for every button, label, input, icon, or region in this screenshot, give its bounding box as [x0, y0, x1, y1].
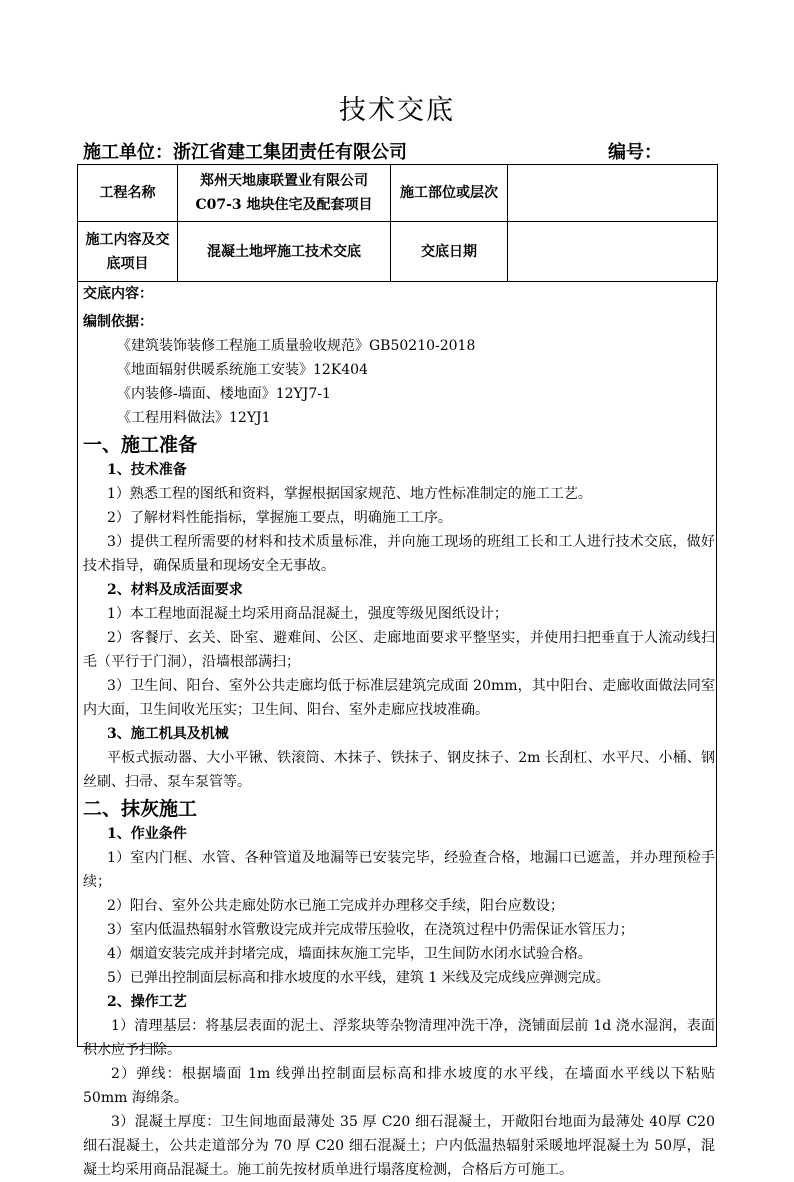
location-label: 施工部位或层次: [391, 165, 508, 222]
content-label-line1: 施工内容及交: [85, 231, 170, 248]
content-value: 混凝土地坪施工技术交底: [178, 222, 391, 282]
header-row: [83, 138, 718, 164]
project-name-label: 工程名称: [78, 165, 178, 222]
date-value: [508, 222, 718, 282]
disclosure-content: [83, 282, 715, 1182]
project-name-line1: 郑州天地康联置业有限公司: [200, 173, 368, 189]
subsection-heading: 2、操作工艺: [107, 994, 187, 1010]
reference-item: 《工程用料做法》12YJ1: [117, 410, 271, 426]
reference-item: 《内装修-墙面、楼地面》12YJ7-1: [117, 386, 331, 402]
list-item: 3）室内低温热辐射水管敷设完成并完成带压验收，在浇筑过程中仍需保证水管压力；: [107, 922, 634, 938]
info-table: [77, 164, 718, 282]
subsection-heading: 3、施工机具及机械: [107, 726, 229, 742]
list-item: 2）客餐厅、玄关、卧室、避难间、公区、走廊地面要求平整坚实，并使用扫把垂直于人流动线扫毛（平行于门洞），沿墙根部满扫；: [83, 630, 715, 670]
construction-unit: 施工单位：浙江省建工集团责任有限公司: [83, 142, 407, 163]
basis-heading: 编制依据：: [83, 314, 153, 330]
date-label: 交底日期: [391, 222, 508, 282]
project-name-line2: C07-3 地块住宅及配套项目: [195, 197, 373, 213]
list-item: 3）混凝土厚度：卫生间地面最薄处 35 厚 C20 细石混凝土，开敞阳台地面为最薄处 40厚 C20 细石混凝土，公共走道部分为 70 厚 C20 细石混凝土；户内低温热辐射采暖地坪混凝土为 50厚，混凝土均采用商品混凝土。施工前先按材质单进行塌落度检测，合格后方可施工。: [83, 1114, 715, 1178]
content-label-line2: 底项目: [106, 255, 149, 272]
subsection-heading: 1、技术准备: [107, 462, 187, 478]
tools-text: 平板式振动器、大小平锹、铁滚筒、木抹子、铁抹子、钢皮抹子、2m 长刮杠、水平尺、小桶、钢丝刷、扫帚、泵车泵管等。: [83, 750, 715, 790]
list-item: 1）本工程地面混凝土均采用商品混凝土，强度等级见图纸设计；: [107, 606, 508, 622]
table-row: [78, 222, 718, 282]
table-row: [78, 165, 718, 222]
section-heading-prep: 一、施工准备: [83, 434, 198, 456]
list-item: 4）烟道安装完成并封堵完成，墙面抹灰施工完毕，卫生间防水闭水试验合格。: [107, 946, 592, 962]
document-title: 技术交底: [339, 95, 455, 126]
project-name-value: [178, 165, 391, 222]
content-label: [78, 222, 178, 282]
list-item: 2）了解材料性能指标，掌握施工要点，明确施工工序。: [107, 510, 452, 526]
subsection-heading: 1、作业条件: [107, 826, 187, 842]
number-label: 编号：: [608, 142, 662, 163]
content-heading: 交底内容：: [83, 286, 153, 302]
reference-item: 《建筑装饰装修工程施工质量验收规范》GB50210-2018: [117, 338, 476, 354]
location-value: [508, 165, 718, 222]
list-item: 3）提供工程所需要的材料和技术质量标准，并向施工现场的班组工长和工人进行技术交底，做好技术指导，确保质量和现场安全无事故。: [83, 534, 715, 574]
list-item: 2）阳台、室外公共走廊处防水已施工完成并办理移交手续，阳台应数设；: [107, 898, 564, 914]
subsection-heading: 2、材料及成活面要求: [107, 582, 243, 598]
section-heading-plaster: 二、抹灰施工: [83, 798, 198, 820]
list-item: 1）熟悉工程的图纸和资料，掌握根据国家规范、地方性标准制定的施工工艺。: [107, 486, 592, 502]
list-item: 5）已弹出控制面层标高和排水坡度的水平线，建筑 1 米线及完成线应弹测完成。: [107, 970, 610, 986]
list-item: 1）清理基层：将基层表面的泥土、浮浆块等杂物清理冲洗干净，浇铺面层前 1d 浇水湿润，表面积水应予扫除。: [83, 1018, 715, 1058]
list-item: 1）室内门框、水管、各种管道及地漏等已安装完毕，经验查合格，地漏口已遮盖，并办理预检手续；: [83, 850, 715, 890]
list-item: 2）弹线：根据墙面 1m 线弹出控制面层标高和排水坡度的水平线，在墙面水平线以下粘贴 50mm 海绵条。: [83, 1066, 715, 1106]
list-item: 3）卫生间、阳台、室外公共走廊均低于标准层建筑完成面 20mm，其中阳台、走廊收面做法同室内大面，卫生间收光压实；卫生间、阳台、室外走廊应找坡准确。: [83, 678, 715, 718]
reference-item: 《地面辐射供暖系统施工安装》12K404: [117, 362, 368, 378]
